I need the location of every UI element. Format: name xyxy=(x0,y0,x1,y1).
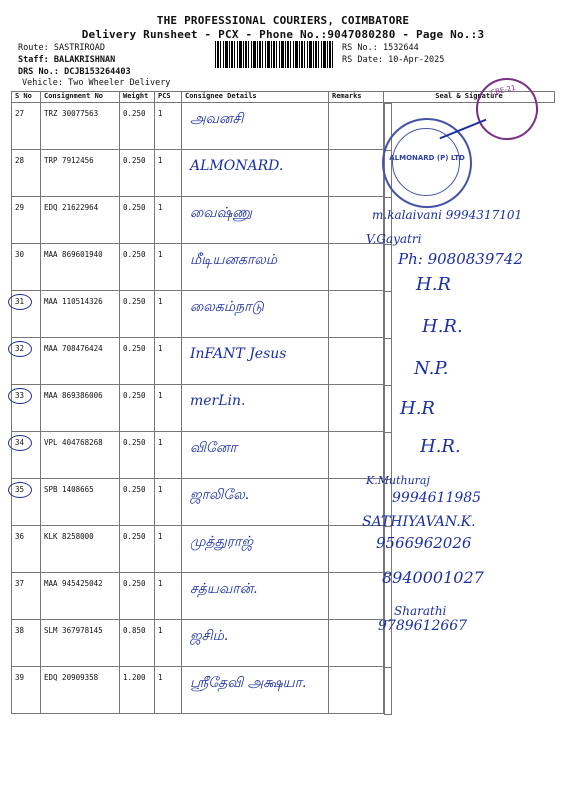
table-row xyxy=(12,338,555,385)
row-signature xyxy=(384,244,392,292)
row-sno: 37 xyxy=(12,573,41,620)
row-consignee xyxy=(182,432,329,479)
row-weight: 0.250 xyxy=(120,338,155,385)
row-sno: 34 xyxy=(12,432,41,479)
consignee-handwriting: வைஷ்ணு xyxy=(190,205,252,221)
rs-no-value: 1532644 xyxy=(382,43,419,53)
row-weight: 0.250 xyxy=(120,197,155,244)
row-consignment-no: MAA 945425042 xyxy=(41,573,120,620)
row-consignee xyxy=(182,573,329,620)
row-consignment-no: MAA 869601940 xyxy=(41,244,120,291)
serial-circle-mark xyxy=(8,341,32,357)
row-consignment-no: EDQ 20909358 xyxy=(41,667,120,714)
route-line: Route: SASTRIROAD xyxy=(18,43,106,53)
row-remarks xyxy=(329,573,384,620)
row-remarks xyxy=(329,432,384,479)
table-row xyxy=(12,385,555,432)
row-consignee xyxy=(182,244,329,291)
row-consignee xyxy=(182,338,329,385)
table-row xyxy=(12,150,555,197)
signature-31: H.R xyxy=(416,274,451,295)
col-remarks: Remarks xyxy=(329,92,384,103)
row-sno: 27 xyxy=(12,103,41,150)
row-consignee xyxy=(182,620,329,667)
table-row xyxy=(12,667,555,714)
row-weight: 1.200 xyxy=(120,667,155,714)
row-pcs: 1 xyxy=(155,291,182,338)
row-consignee xyxy=(182,385,329,432)
col-signature: Seal & Signature xyxy=(384,92,555,103)
signature-38: 8940001027 xyxy=(382,568,484,587)
vehicle-line: Vehicle: Two Wheeler Delivery xyxy=(22,78,171,88)
row-remarks xyxy=(329,338,384,385)
row-pcs: 1 xyxy=(155,244,182,291)
runsheet-table xyxy=(11,91,555,714)
serial-circle-mark xyxy=(8,294,32,310)
row-sno: 32 xyxy=(12,338,41,385)
table-row xyxy=(12,620,555,667)
signature-36-name: K.Muthuraj xyxy=(366,474,430,487)
consignee-handwriting: ஜசிம். xyxy=(190,628,229,644)
row-pcs: 1 xyxy=(155,385,182,432)
row-pcs: 1 xyxy=(155,150,182,197)
row-sno: 28 xyxy=(12,150,41,197)
signature-30-phone: Ph: 9080839742 xyxy=(398,250,524,268)
table-row xyxy=(12,291,555,338)
row-remarks xyxy=(329,244,384,291)
table-row xyxy=(12,432,555,479)
row-consignment-no: EDQ 21622964 xyxy=(41,197,120,244)
row-pcs: 1 xyxy=(155,479,182,526)
row-weight: 0.250 xyxy=(120,432,155,479)
row-consignment-no: MAA 869386006 xyxy=(41,385,120,432)
row-pcs: 1 xyxy=(155,620,182,667)
signature-37-name: SATHIYAVAN.K. xyxy=(362,514,476,530)
row-weight: 0.250 xyxy=(120,244,155,291)
row-consignment-no: TRZ 30077563 xyxy=(41,103,120,150)
row-consignment-no: SPB 1408665 xyxy=(41,479,120,526)
row-weight: 0.250 xyxy=(120,150,155,197)
row-signature xyxy=(384,338,392,386)
row-pcs: 1 xyxy=(155,338,182,385)
staff-line: Staff: BALAKRISHNAN xyxy=(18,55,116,65)
signature-35: H.R. xyxy=(420,436,461,457)
row-consignee xyxy=(182,479,329,526)
row-weight: 0.250 xyxy=(120,526,155,573)
row-signature xyxy=(384,385,392,433)
date-stamp-text: CBE-21 xyxy=(489,83,517,97)
row-consignee xyxy=(182,150,329,197)
row-consignee xyxy=(182,291,329,338)
row-sno: 33 xyxy=(12,385,41,432)
company-title: THE PROFESSIONAL COURIERS, COIMBATORE xyxy=(156,14,410,27)
consignee-handwriting: merLin. xyxy=(190,393,246,409)
consignee-handwriting: முத்துராஜ் xyxy=(190,534,254,550)
rs-date-value: 10-Apr-2025 xyxy=(388,55,445,65)
row-consignment-no: KLK 8258000 xyxy=(41,526,120,573)
consignee-handwriting: லைகம்நாடு xyxy=(190,299,264,315)
row-remarks xyxy=(329,667,384,714)
route-value: SASTRIROAD xyxy=(53,43,106,53)
row-consignment-no: SLM 367978145 xyxy=(41,620,120,667)
barcode xyxy=(215,41,333,68)
row-consignment-no: TRP 7912456 xyxy=(41,150,120,197)
row-remarks xyxy=(329,620,384,667)
row-weight: 0.250 xyxy=(120,479,155,526)
col-sno: S No xyxy=(12,92,41,103)
signature-32: H.R. xyxy=(422,316,463,337)
staff-value: BALAKRISHNAN xyxy=(53,55,116,65)
row-sno: 36 xyxy=(12,526,41,573)
row-pcs: 1 xyxy=(155,667,182,714)
consignee-handwriting: சத்யவான். xyxy=(190,581,258,597)
col-pcs: PCS xyxy=(155,92,182,103)
col-consignment: Consignment No xyxy=(41,92,120,103)
row-sno: 31 xyxy=(12,291,41,338)
row-sno: 29 xyxy=(12,197,41,244)
rs-no-line: RS No.: 1532644 xyxy=(342,43,419,53)
row-weight: 0.250 xyxy=(120,291,155,338)
row-sno: 30 xyxy=(12,244,41,291)
vehicle-value: Two Wheeler Delivery xyxy=(68,78,171,88)
consignee-handwriting: அவனசி xyxy=(190,111,244,127)
row-pcs: 1 xyxy=(155,526,182,573)
row-weight: 0.250 xyxy=(120,573,155,620)
signature-39-name: Sharathi xyxy=(394,604,447,618)
signature-37-phone: 9566962026 xyxy=(376,534,472,552)
row-pcs: 1 xyxy=(155,432,182,479)
row-consignee xyxy=(182,667,329,714)
row-remarks xyxy=(329,150,384,197)
consignee-handwriting: ஸ்ரீதேவி அக்ஷயா. xyxy=(190,675,307,691)
row-signature xyxy=(384,432,392,480)
consignee-handwriting: ALMONARD. xyxy=(190,158,284,174)
signature-34: H.R xyxy=(400,398,435,419)
consignee-handwriting: ஜாலிலே. xyxy=(190,487,250,503)
row-consignee xyxy=(182,197,329,244)
drs-line: DRS No.: DCJB153264403 xyxy=(18,67,131,77)
col-weight: Weight xyxy=(120,92,155,103)
row-sno: 39 xyxy=(12,667,41,714)
signature-30-name: V.Gayatri xyxy=(366,232,422,246)
row-consignee xyxy=(182,103,329,150)
rs-date-line: RS Date: 10-Apr-2025 xyxy=(342,55,445,65)
drs-value: DCJB153264403 xyxy=(64,67,131,77)
signature-33: N.P. xyxy=(414,358,449,379)
row-signature xyxy=(384,291,392,339)
row-consignee xyxy=(182,526,329,573)
row-remarks xyxy=(329,103,384,150)
row-remarks xyxy=(329,291,384,338)
row-weight: 0.250 xyxy=(120,385,155,432)
consignee-handwriting: வினோ xyxy=(190,440,237,456)
row-consignment-no: MAA 110514326 xyxy=(41,291,120,338)
signature-36-phone: 9994611985 xyxy=(392,490,482,506)
consignee-handwriting: மீடியனகாலம் xyxy=(190,252,278,268)
serial-circle-mark xyxy=(8,435,32,451)
row-weight: 0.850 xyxy=(120,620,155,667)
row-consignment-no: VPL 404768268 xyxy=(41,432,120,479)
row-weight: 0.250 xyxy=(120,103,155,150)
runsheet-subtitle: Delivery Runsheet - PCX - Phone No.:9047080280 - Page No.:3 xyxy=(81,28,485,41)
row-pcs: 1 xyxy=(155,103,182,150)
row-sno: 38 xyxy=(12,620,41,667)
row-signature xyxy=(384,667,392,715)
signature-29: m.kalaivani 9994317101 xyxy=(372,208,523,222)
seal-text: ALMONARD (P) LTD xyxy=(389,154,465,162)
col-consignee: Consignee Details xyxy=(182,92,329,103)
serial-circle-mark xyxy=(8,388,32,404)
consignee-handwriting: InFANT Jesus xyxy=(190,346,287,362)
serial-circle-mark xyxy=(8,482,32,498)
signature-39-phone: 9789612667 xyxy=(378,618,468,634)
row-remarks xyxy=(329,385,384,432)
table-row xyxy=(12,526,555,573)
row-pcs: 1 xyxy=(155,573,182,620)
row-consignment-no: MAA 708476424 xyxy=(41,338,120,385)
row-pcs: 1 xyxy=(155,197,182,244)
row-sno: 35 xyxy=(12,479,41,526)
